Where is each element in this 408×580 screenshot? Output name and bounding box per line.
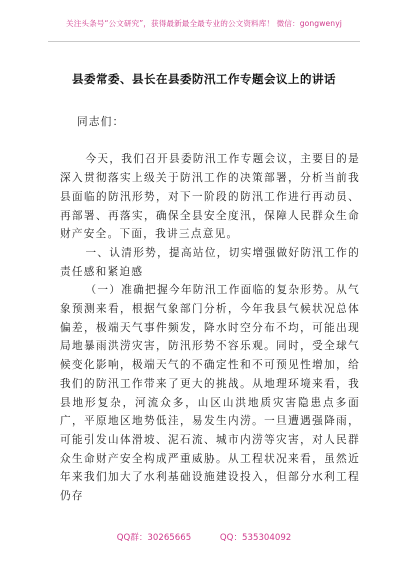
salutation: 同志们： — [76, 116, 125, 128]
header-divider — [48, 41, 360, 42]
document-title: 县委常委、县长在县委防汛工作专题会议上的讲话 — [72, 72, 336, 86]
paragraph-subsection-1: （一）准确把握今年防汛工作面临的复杂形势。从气象预测来看，根据气象部门分析，今年我县气候状况总体偏差，极端天气事件频发，降水时空分布不均，可能出现局地暴雨洪涝灾害，防汛形势不容乐观。同时，受全球气候变化影响，极端天气的不确定性和不可预见性增加，给我们的防汛工作带来了更大的挑战。从地理环境来看，我县地形复杂，河流众多，山区山洪地质灾害隐患点多面广，平原地区地势低洼，易发生内涝。一旦遭遇强降雨，可能引发山体滑坡、泥石流、城市内涝等灾害，对人民群众生命财产安全构成严重威胁。从工程状况来看，虽然近年来我们加大了水利基础设施建设投入，但部分水利工程仍存 — [60, 284, 360, 503]
header-banner: 关注头条号“公文研究”，获得最新最全最专业的公文资料库！ 微信：gongwenyj — [66, 19, 342, 28]
footer-qq-group: QQ群：30265665 — [116, 533, 192, 543]
document-body — [60, 113, 360, 506]
section-heading-1: 一、认清形势，提高站位，切实增强做好防汛工作的责任感和紧迫感 — [60, 246, 360, 278]
footer-contact — [0, 531, 408, 543]
paragraph-intro: 今天，我们召开县委防汛工作专题会议，主要目的是深入贯彻落实上级关于防汛工作的决策部署，分析当前我县面临的防汛形势，对下一阶段的防汛工作进行再动员、再部署、再落实，确保全县安全度汛，保障人民群众生命财产安全。下面，我讲三点意见。 — [60, 153, 360, 241]
footer-qq-number: QQ：535304092 — [219, 533, 292, 543]
